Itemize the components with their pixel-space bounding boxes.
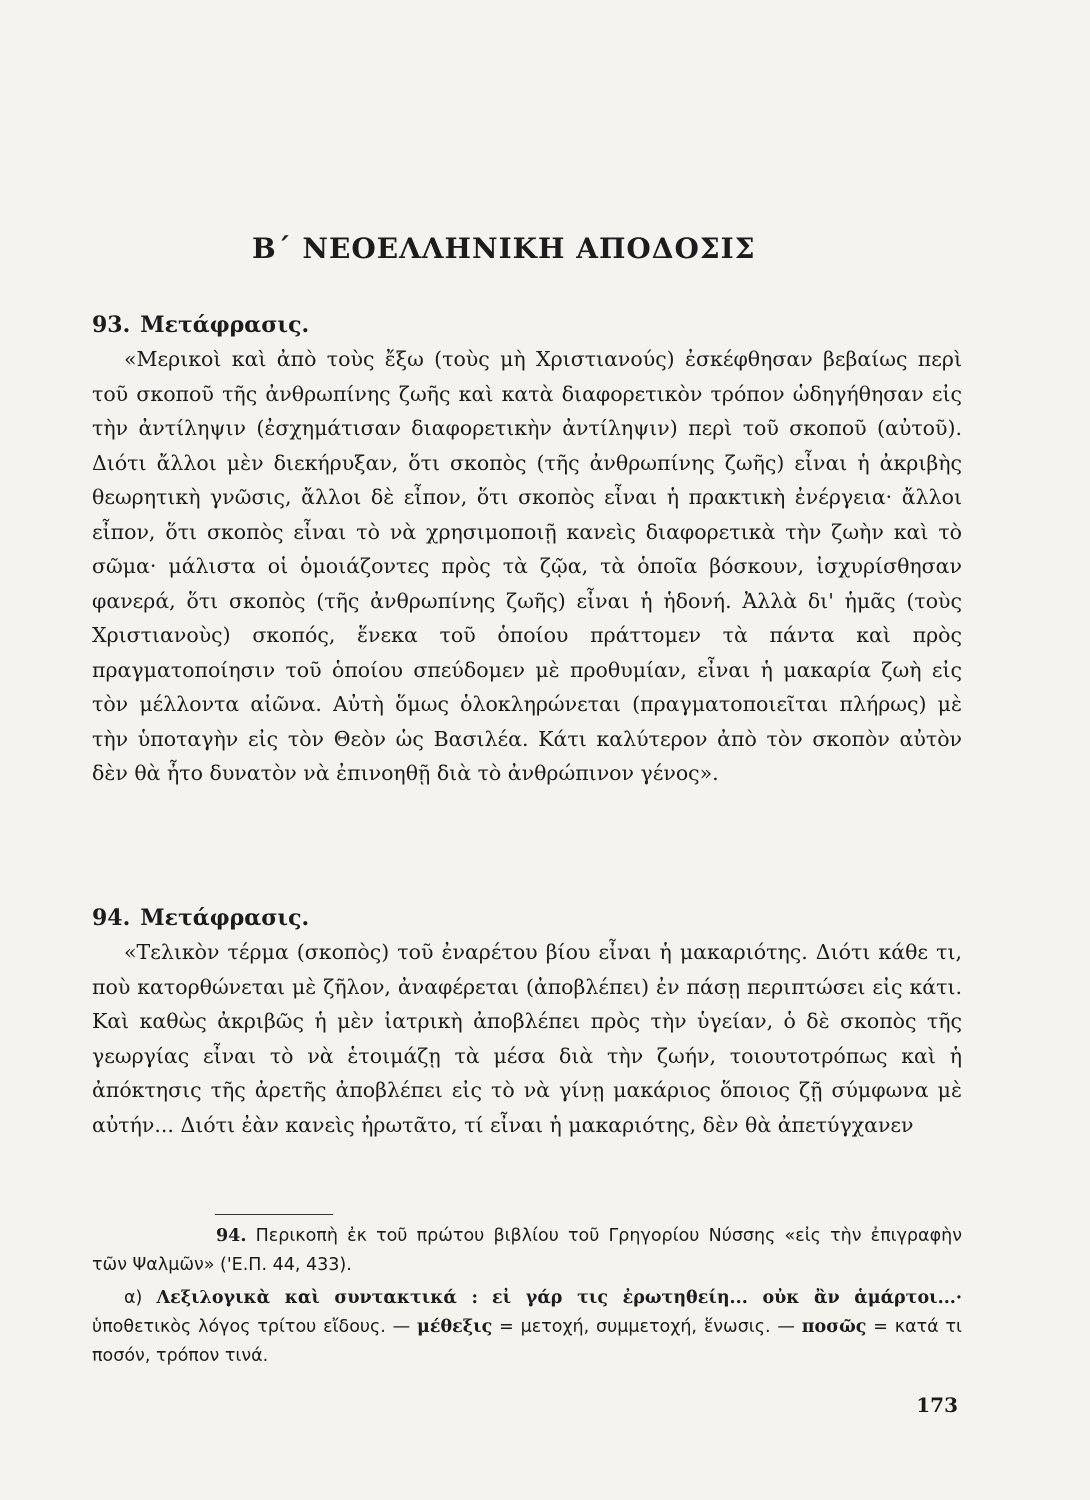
- footnote-vocabulary: [92, 1284, 962, 1371]
- footnote-def-metheksis: = μετοχή, συμμετοχή, ἕνωσις. —: [499, 1317, 795, 1337]
- footnote-label: α): [124, 1288, 143, 1308]
- footnote-source-text: Περικοπὴ ἐκ τοῦ πρώτου βιβλίου τοῦ Γρηγορίου Νύσσης «εἰς τὴν ἐπιγραφὴν τῶν Ψαλμῶν» ('Ε.Π. 44, 433).: [92, 1226, 962, 1275]
- footnote-number: 94.: [216, 1226, 247, 1246]
- section-number: 94.: [92, 905, 131, 931]
- footnote-def-posos: = κατά τι ποσόν, τρόπον τινά.: [92, 1317, 962, 1366]
- section-93-heading: [92, 312, 309, 338]
- footnote-divider: [215, 1214, 333, 1215]
- page-number: 173: [916, 1393, 958, 1417]
- section-heading-label: Μετάφρασις.: [140, 905, 310, 931]
- footnote-phrase: εἰ γάρ τις ἐρωτηθείη... οὐκ ἂν ἁμάρτοι...·: [492, 1288, 962, 1308]
- section-94-paragraph: «Τελικὸν τέρμα (σκοπὸς) τοῦ ἐναρέτου βίου εἶναι ἡ μακαριότης. Διότι κάθε τι, ποὺ κατορθώνεται μὲ ζῆλον, ἀναφέρεται (ἀποβλέπει) ἐν πάσῃ περιπτώσει εἰς κάτι. Καὶ καθὼς ἀκριβῶς ἡ μὲν ἰατρικὴ ἀποβλέπει πρὸς τὴν ὑγείαν, ὁ δὲ σκοπὸς τῆς γεωργίας εἶναι τὸ νὰ ἑτοιμάζῃ τὰ μέσα διὰ τὴν ζωήν, τοιουτοτρόπως καὶ ἡ ἀπόκτησις τῆς ἀρετῆς ἀποβλέπει εἰς τὸ νὰ γίνῃ μακάριος ὅποιος ζῇ σύμφωνα μὲ αὐτήν... Διότι ἐὰν κανεὶς ἠρωτᾶτο, τί εἶναι ἡ μακαριότης, δὲν θὰ ἀπετύγχανεν: [92, 940, 962, 1137]
- footnote-source: [92, 1222, 962, 1280]
- footnote-word-posos: ποσῶς: [801, 1317, 867, 1337]
- section-93-paragraph: «Μερικοὶ καὶ ἀπὸ τοὺς ἔξω (τοὺς μὴ Χριστιανούς) ἐσκέφθησαν βεβαίως περὶ τοῦ σκοποῦ τῆς ἀνθρωπίνης ζωῆς καὶ κατὰ διαφορετικὸν τρόπον ὡδηγήθησαν εἰς τὴν ἀντίληψιν (ἐσχημάτισαν διαφορετικὴν ἀντίληψιν) περὶ τοῦ σκοποῦ (αὐτοῦ). Διότι ἄλλοι μὲν διεκήρυξαν, ὅτι σκοπὸς (τῆς ἀνθρωπίνης ζωῆς) εἶναι ἡ ἀκριβὴς θεωρητικὴ γνῶσις, ἄλλοι δὲ εἶπον, ὅτι σκοπὸς εἶναι ἡ πρακτικὴ ἐνέργεια· ἄλλοι εἶπον, ὅτι σκοπὸς εἶναι τὸ νὰ χρησιμοποιῇ κανεὶς διαφορετικὰ τὴν ζωὴν καὶ τὸ σῶμα· μάλιστα οἱ ὁμοιάζοντες πρὸς τὰ ζῷα, τὰ ὁποῖα βόσκουν, ἰσχυρίσθησαν φανερά, ὅτι σκοπὸς (τῆς ἀνθρωπίνης ζωῆς) εἶναι ἡ ἡδονή. Ἀλλὰ δι' ἡμᾶς (τοὺς Χριστιανοὺς) σκοπός, ἕνεκα τοῦ ὁποίου πράττομεν τὰ πάντα καὶ πρὸς πραγματοποίησιν τοῦ ὁποίου σπεύδομεν μὲ προθυμίαν, εἶναι ἡ μακαρία ζωὴ εἰς τὸν μέλλοντα αἰῶνα. Αὐτὴ ὅμως ὁλοκληρώνεται (πραγματοποιεῖται πλήρως) μὲ τὴν ὑποταγὴν εἰς τὸν Θεὸν ὡς Βασιλέα. Κάτι καλύτερον ἀπὸ τὸν σκοπὸν αὐτὸν δὲν θὰ ἦτο δυνατὸν νὰ ἐπινοηθῇ διὰ τὸ ἀνθρώπινον γένος».: [92, 347, 962, 785]
- section-94-heading: [92, 905, 309, 931]
- section-heading-label: Μετάφρασις.: [140, 312, 310, 338]
- footnote-vocab-heading: Λεξιλογικὰ καὶ συντακτικά :: [156, 1288, 478, 1308]
- footnote-word-metheksis: μέθεξις: [417, 1317, 493, 1337]
- footnote-phrase-desc: ὑποθετικὸς λόγος τρίτου εἴδους. —: [92, 1317, 411, 1337]
- section-number: 93.: [92, 312, 131, 338]
- page-title: Β΄ ΝΕΟΕΛΛΗΝΙΚΗ ΑΠΟΔΟΣΙΣ: [252, 232, 756, 265]
